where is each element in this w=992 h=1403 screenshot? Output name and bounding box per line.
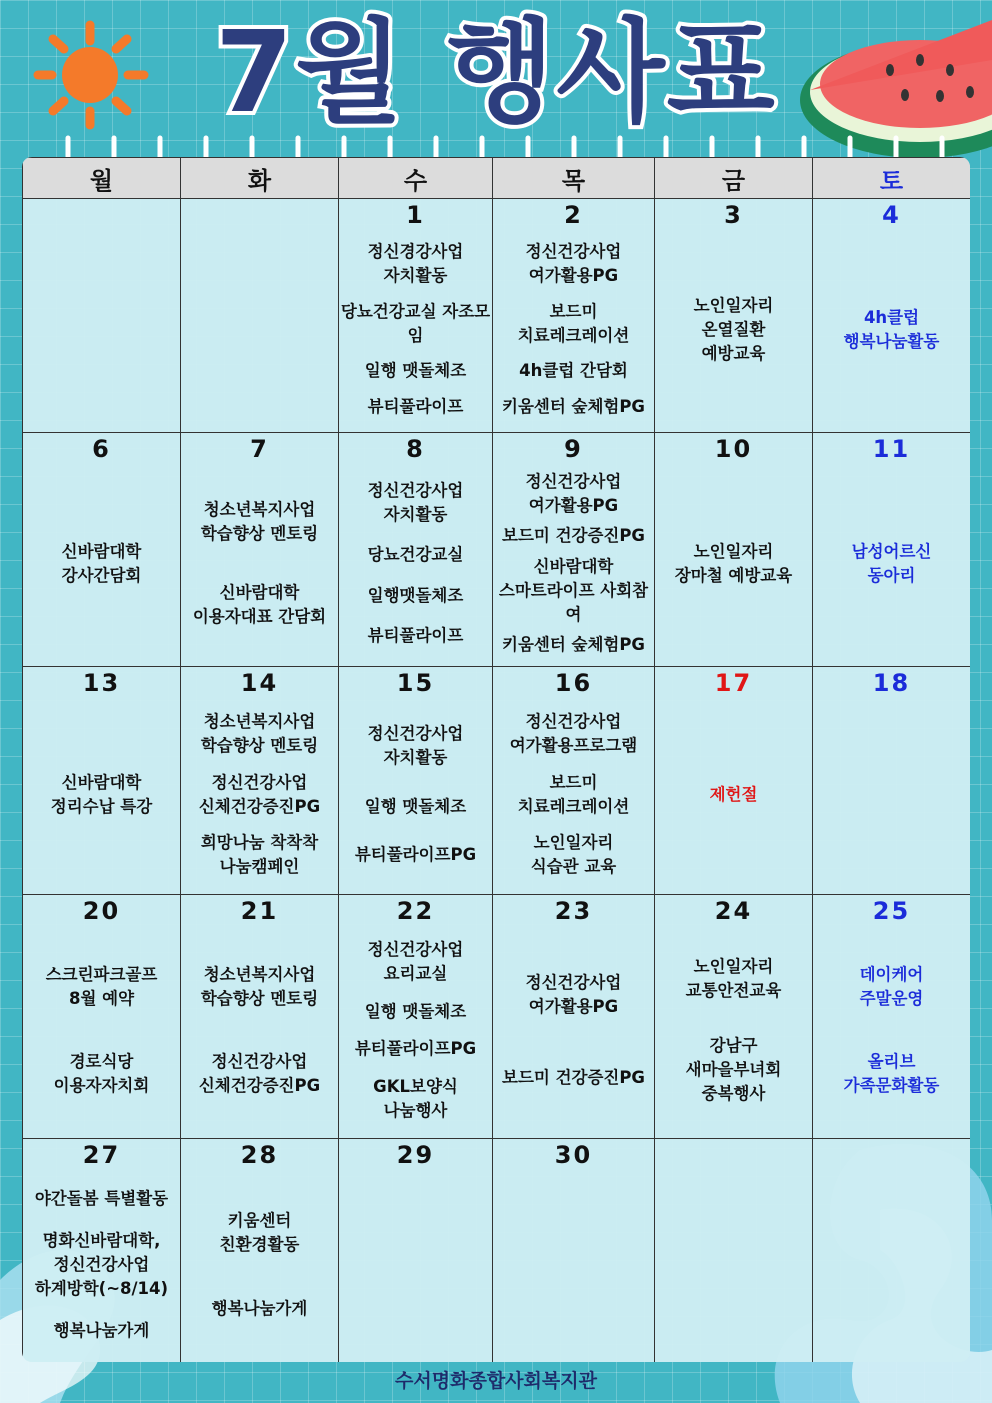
event-item: 청소년복지사업 학습향상 멘토링 (200, 500, 319, 543)
event-item: 신바람대학 스마트라이프 사회참여 (498, 556, 649, 624)
event-item: 제헌절 (709, 784, 758, 804)
event-item: 뷰티풀라이프 (367, 625, 464, 645)
event-item: 뷰티풀라이프PG (354, 1039, 477, 1059)
day-number: 25 (872, 897, 911, 925)
event-list (813, 697, 970, 892)
event-list (181, 1169, 338, 1361)
day-cell (493, 433, 655, 667)
day-number: 4 (882, 201, 901, 229)
event-item: 행복나눔가게 (53, 1321, 150, 1340)
event-item: 정신건강사업 여가활용PG (525, 242, 622, 286)
event-item: 정신건강사업 여가활용프로그램 (509, 711, 638, 755)
weekday-header: 수 (339, 158, 493, 199)
event-item: 데이케어 주말운영 (859, 965, 924, 1009)
day-number: 15 (396, 669, 435, 697)
event-list (339, 925, 492, 1136)
event-item: 일행 맷돌체조 (364, 361, 467, 381)
day-cell (813, 1139, 971, 1363)
week-row (23, 433, 971, 667)
day-number: 30 (554, 1141, 593, 1169)
event-list (181, 229, 338, 430)
event-item: 4h클럽 행복나눔활동 (843, 307, 940, 351)
event-list (181, 463, 338, 664)
event-item: 보드미 치료레크레이션 (517, 772, 630, 816)
event-item: 일행맷돌체조 (367, 585, 464, 605)
event-item: 보드미 치료레크레이션 (517, 301, 630, 345)
day-cell (339, 1139, 493, 1363)
day-cell (655, 433, 813, 667)
day-cell (181, 433, 339, 667)
event-item: 뷰티풀라이프PG (354, 845, 477, 865)
event-item: 올리브 가족문화활동 (843, 1051, 940, 1095)
event-item: 청소년복지사업 학습향상 멘토링 (200, 711, 319, 755)
day-number: 27 (82, 1141, 121, 1169)
organization-name: 수서명화종합사회복지관 (395, 1370, 597, 1392)
weekday-header: 목 (493, 158, 655, 199)
week-row (23, 199, 971, 433)
event-item: 정신건강사업 신체건강증진PG (198, 1051, 321, 1095)
event-list (23, 925, 180, 1136)
event-item: GKL보양식 나눔행사 (373, 1076, 458, 1120)
event-list (655, 697, 812, 892)
day-cell (493, 895, 655, 1139)
event-item: 행복나눔가게 (211, 1299, 308, 1318)
event-list (493, 229, 654, 430)
event-list (655, 463, 812, 664)
event-item: 노인일자리 장마철 예방교육 (674, 541, 793, 585)
event-item: 4h클럽 간담회 (519, 361, 628, 381)
page-title: 7월 행사표 (215, 8, 777, 138)
event-item: 정신건강사업 여가활용PG (525, 973, 622, 1017)
calendar-table (22, 157, 970, 1362)
weekday-header: 월 (23, 158, 181, 199)
day-number: 17 (714, 669, 753, 697)
day-cell (339, 667, 493, 895)
event-list (813, 463, 970, 664)
day-number: 28 (240, 1141, 279, 1169)
event-item: 야간돌봄 특별활동 (34, 1189, 169, 1208)
event-item: 정신건강사업 신체건강증진PG (198, 772, 321, 816)
day-number: 2 (564, 201, 583, 229)
day-number: 13 (82, 669, 121, 697)
day-number: 1 (406, 201, 425, 229)
weekday-header: 화 (181, 158, 339, 199)
day-cell (493, 199, 655, 433)
day-cell (655, 199, 813, 433)
event-item: 키움센터 숲체험PG (502, 396, 645, 416)
week-row (23, 667, 971, 895)
day-cell (339, 433, 493, 667)
event-list (813, 925, 970, 1136)
day-cell (339, 199, 493, 433)
day-number: 29 (396, 1141, 435, 1169)
event-list (493, 463, 654, 664)
calendar-board (22, 157, 970, 1362)
day-cell (23, 199, 181, 433)
event-list (339, 463, 492, 664)
day-number: 16 (554, 669, 593, 697)
day-cell (655, 1139, 813, 1363)
event-item: 정신경강사업 자치활동 (367, 242, 464, 286)
week-row (23, 895, 971, 1139)
day-cell (493, 667, 655, 895)
day-number: 14 (240, 669, 279, 697)
event-item: 일행 맷돌체조 (364, 1001, 467, 1021)
event-item: 스크린파크골프 8월 예약 (45, 965, 158, 1009)
event-item: 명화신바람대학, 정신건강사업 하계방학(~8/14) (34, 1231, 169, 1298)
day-number: 20 (82, 897, 121, 925)
event-item: 강남구 새마을부녀회 중복행사 (685, 1035, 782, 1103)
event-list (813, 229, 970, 430)
event-list (23, 463, 180, 664)
event-item: 노인일자리 교통안전교육 (685, 957, 782, 1001)
day-number: 6 (92, 435, 111, 463)
event-item: 보드미 건강증진PG (502, 1067, 645, 1087)
event-list (493, 697, 654, 892)
event-list (23, 1169, 180, 1361)
day-number: 22 (396, 897, 435, 925)
event-list (339, 697, 492, 892)
event-item: 신바람대학 강사간담회 (61, 541, 142, 585)
event-item: 일행 맷돌체조 (364, 796, 467, 816)
day-number: 24 (714, 897, 753, 925)
event-list (23, 229, 180, 430)
event-list (339, 1169, 492, 1361)
event-item: 남성어르신 동아리 (851, 541, 932, 585)
day-cell (181, 199, 339, 433)
day-cell (813, 667, 971, 895)
day-cell (493, 1139, 655, 1363)
event-item: 신바람대학 이용자대표 간담회 (192, 583, 327, 626)
day-cell (181, 1139, 339, 1363)
day-cell (181, 895, 339, 1139)
event-item: 신바람대학 정리수납 특강 (50, 772, 153, 816)
day-number: 23 (554, 897, 593, 925)
day-cell (339, 895, 493, 1139)
day-cell (23, 1139, 181, 1363)
event-list (493, 925, 654, 1136)
event-list (813, 1169, 970, 1361)
event-list (23, 697, 180, 892)
day-number: 21 (240, 897, 279, 925)
day-cell (23, 433, 181, 667)
week-row (23, 1139, 971, 1363)
day-cell (813, 199, 971, 433)
day-number: 7 (250, 435, 269, 463)
day-cell (655, 895, 813, 1139)
event-item: 정신건강사업 여가활용PG (525, 471, 622, 515)
event-item: 청소년복지사업 학습향상 멘토링 (200, 965, 319, 1009)
event-item: 노인일자리 식습관 교육 (530, 833, 617, 877)
event-list (655, 229, 812, 430)
event-list (655, 925, 812, 1136)
day-number: 8 (406, 435, 425, 463)
day-number: 10 (714, 435, 753, 463)
day-cell (23, 667, 181, 895)
event-item: 키움센터 친환경활동 (219, 1211, 300, 1254)
event-item: 경로식당 이용자자치회 (53, 1051, 150, 1095)
day-cell (655, 667, 813, 895)
event-list (493, 1169, 654, 1361)
event-item: 정신건강사업 자치활동 (367, 481, 464, 525)
event-item: 보드미 건강증진PG (502, 526, 645, 546)
event-item: 희망나눔 착착착 나눔캠페인 (200, 833, 319, 877)
event-list (181, 925, 338, 1136)
weekday-header-row (23, 158, 971, 199)
day-number: 3 (724, 201, 743, 229)
day-cell (813, 895, 971, 1139)
event-list (339, 229, 492, 430)
day-number: 9 (564, 435, 583, 463)
event-list (655, 1169, 812, 1361)
day-cell (813, 433, 971, 667)
event-item: 정신건강사업 자치활동 (367, 723, 464, 767)
day-cell (23, 895, 181, 1139)
event-item: 뷰티풀라이프 (367, 396, 464, 416)
event-item: 키움센터 숲체험PG (502, 635, 645, 655)
weekday-header: 금 (655, 158, 813, 199)
weekday-header: 토 (813, 158, 971, 199)
event-item: 당뇨건강교실 (367, 545, 464, 565)
day-cell (181, 667, 339, 895)
event-item: 노인일자리 온열질환 예방교육 (693, 295, 774, 363)
event-item: 당뇨건강교실 자조모임 (340, 301, 491, 345)
event-list (181, 697, 338, 892)
day-number: 18 (872, 669, 911, 697)
event-item: 정신건강사업 요리교실 (367, 940, 464, 984)
day-number: 11 (872, 435, 911, 463)
